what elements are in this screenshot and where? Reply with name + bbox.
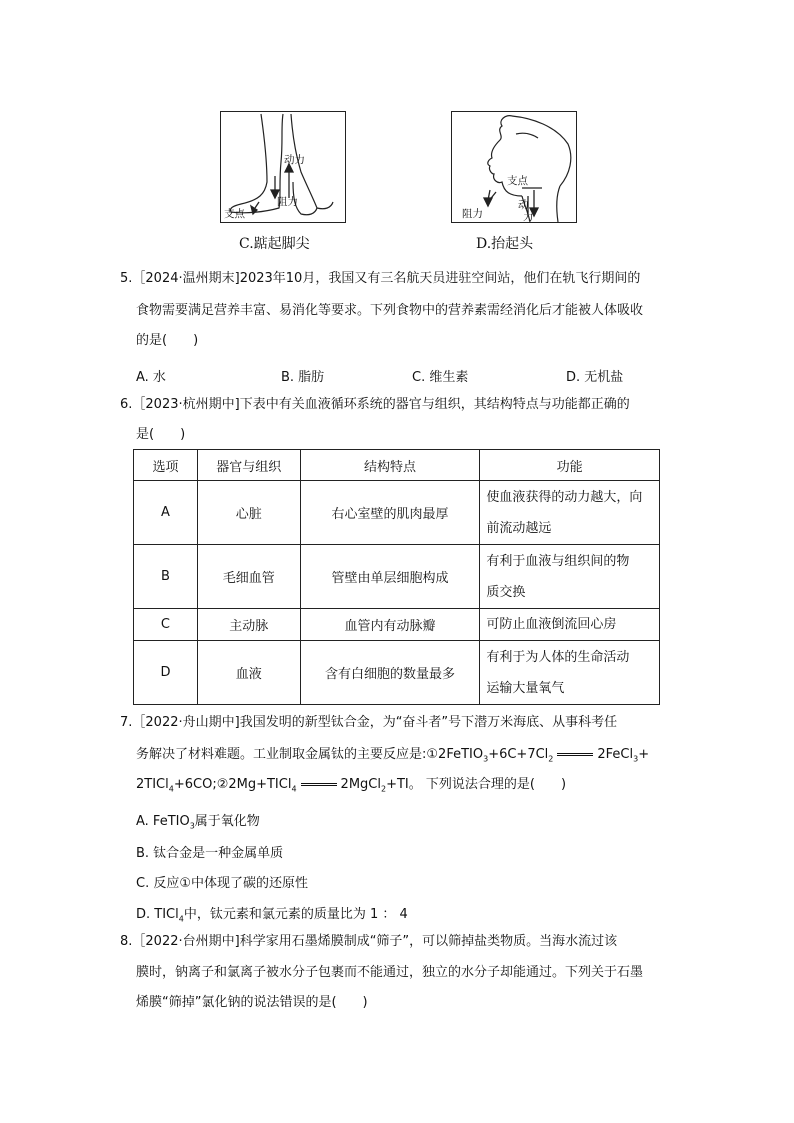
label-li: 力 bbox=[523, 211, 534, 223]
function-line: 使血液获得的动力越大，向 bbox=[486, 489, 643, 505]
q5-line3: 的是( ) bbox=[136, 333, 199, 348]
option-subscript: 3 bbox=[189, 821, 195, 831]
cell-feature: 右心室壁的肌肉最厚 bbox=[300, 481, 480, 545]
cell-feature: 血管内有动脉瓣 bbox=[300, 609, 480, 641]
function-line: 运输大量氧气 bbox=[486, 680, 565, 696]
q7-line2: 务解决了材料难题。工业制取金属钛的主要反应是$:①2FeTIO_3+6C+7Cl_2$ 2FeCl$_3$+ bbox=[136, 747, 650, 764]
q5-option-a: A. 水 bbox=[136, 370, 166, 385]
table-row bbox=[134, 481, 660, 545]
cell-organ: 主动脉 bbox=[197, 609, 300, 641]
q7-option-c: C. 反应①中体现了碳的还原性 bbox=[136, 876, 308, 891]
option-text: 中，钛元素和氯元素的质量比为 1 ： 4 bbox=[183, 907, 408, 922]
cell-function bbox=[480, 481, 660, 545]
eq1-right: 2FeCl bbox=[597, 747, 634, 762]
eq-part-c: 2MgCl bbox=[340, 777, 381, 792]
label-dongli: 动力 bbox=[284, 154, 305, 166]
cell-feature: 管壁由单层细胞构成 bbox=[300, 545, 480, 609]
option-text: A. FeTIO bbox=[136, 814, 190, 829]
caption-d: D.抬起头 bbox=[476, 236, 534, 252]
table-row bbox=[134, 609, 660, 641]
q7-option-d bbox=[136, 903, 408, 924]
cell-option: B bbox=[134, 545, 198, 609]
eq1-end: + bbox=[638, 747, 650, 762]
label-zhidian: 支点 bbox=[507, 175, 528, 187]
option-subscript: 4 bbox=[178, 914, 184, 924]
table-header-row bbox=[134, 450, 660, 481]
q8-line3: 烯膜“筛掉”氯化钠的说法错误的是( ) bbox=[136, 995, 368, 1010]
eq-part-b: +6CO;②2Mg+TICl bbox=[173, 777, 292, 792]
label-zuli: 阻力 bbox=[462, 208, 483, 220]
label-zuli: 阻力 bbox=[277, 196, 298, 208]
header-cell: 选项 bbox=[134, 450, 198, 481]
option-text: 属于氧化物 bbox=[194, 814, 260, 829]
cell-function bbox=[480, 641, 660, 705]
q5-line2: 食物需要满足营养丰富、易消化等要求。下列食物中的营养素需经消化后才能被人体吸收 bbox=[136, 303, 644, 318]
function-line: 质交换 bbox=[486, 584, 526, 600]
eq-part-a: 2TICl bbox=[136, 777, 169, 792]
q6-line1: 6.［2023·杭州期中]下表中有关血液循环系统的器官与组织，其结构特点与功能都正确的 bbox=[120, 397, 630, 412]
q5-line1: 5.［2024·温州期末]2023年10月，我国又有三名航天员进驻空间站，他们在轨飞行期间的 bbox=[120, 271, 641, 286]
eq-part-d: +TI。 下列说法合理的是( ) bbox=[386, 777, 567, 792]
cell-function: 可防止血液倒流回心房 bbox=[480, 609, 660, 641]
q7-option-a bbox=[136, 810, 260, 831]
table-row bbox=[134, 641, 660, 705]
q5-option-b: B. 脂肪 bbox=[281, 370, 325, 385]
q7-line2-text: 务解决了材料难题。工业制取金属钛的主要反应是: bbox=[136, 747, 427, 762]
q6-table bbox=[133, 449, 660, 705]
cell-organ: 毛细血管 bbox=[197, 545, 300, 609]
q6-line2: 是( ) bbox=[136, 427, 186, 442]
function-line: 前流动越远 bbox=[486, 520, 552, 536]
cell-organ: 心脏 bbox=[197, 481, 300, 545]
cell-function bbox=[480, 545, 660, 609]
figure-tiptoe bbox=[220, 111, 346, 223]
equals-sign bbox=[557, 753, 593, 757]
q7-option-b: B. 钛合金是一种金属单质 bbox=[136, 846, 284, 861]
q5-option-c: C. 维生素 bbox=[412, 370, 469, 385]
cell-option: D bbox=[134, 641, 198, 705]
option-text: D. TICl bbox=[136, 907, 179, 922]
function-line: 有利于血液与组织间的物 bbox=[486, 553, 630, 569]
figure-raise-head bbox=[451, 111, 577, 223]
caption-c: C.踮起脚尖 bbox=[239, 236, 310, 252]
label-zhidian: 支点 bbox=[224, 208, 245, 220]
cell-option: A bbox=[134, 481, 198, 545]
cell-option: C bbox=[134, 609, 198, 641]
q5-option-d: D. 无机盐 bbox=[566, 370, 624, 385]
cell-organ: 血液 bbox=[197, 641, 300, 705]
q7-line1: 7.［2022·舟山期中]我国发明的新型钛合金，为“奋斗者”号下潜万米海底、从事科考任 bbox=[120, 715, 618, 730]
q8-line1: 8.［2022·台州期中]科学家用石墨烯膜制成“筛子”，可以筛掉盐类物质。当海水流过该 bbox=[120, 934, 618, 949]
function-line: 有利于为人体的生命活动 bbox=[486, 649, 630, 665]
header-cell: 结构特点 bbox=[300, 450, 480, 481]
eq1-left: ①2FeTIO bbox=[426, 747, 484, 762]
cell-feature: 含有白细胞的数量最多 bbox=[300, 641, 480, 705]
header-cell: 功能 bbox=[480, 450, 660, 481]
equals-sign bbox=[301, 783, 337, 787]
table-row bbox=[134, 545, 660, 609]
eq1-mid: +6C+7Cl bbox=[488, 747, 549, 762]
q7-line3: 2TICl$_4$+6CO;②2Mg+TICl$_4$ 2MgCl$_2$+TI。 下列说法合理的是( ) bbox=[136, 777, 567, 794]
q8-line2: 膜时，钠离子和氯离子被水分子包裹而不能通过，独立的水分子却能通过。下列关于石墨 bbox=[136, 965, 644, 980]
header-cell: 器官与组织 bbox=[197, 450, 300, 481]
label-dong: 动 bbox=[518, 199, 529, 211]
